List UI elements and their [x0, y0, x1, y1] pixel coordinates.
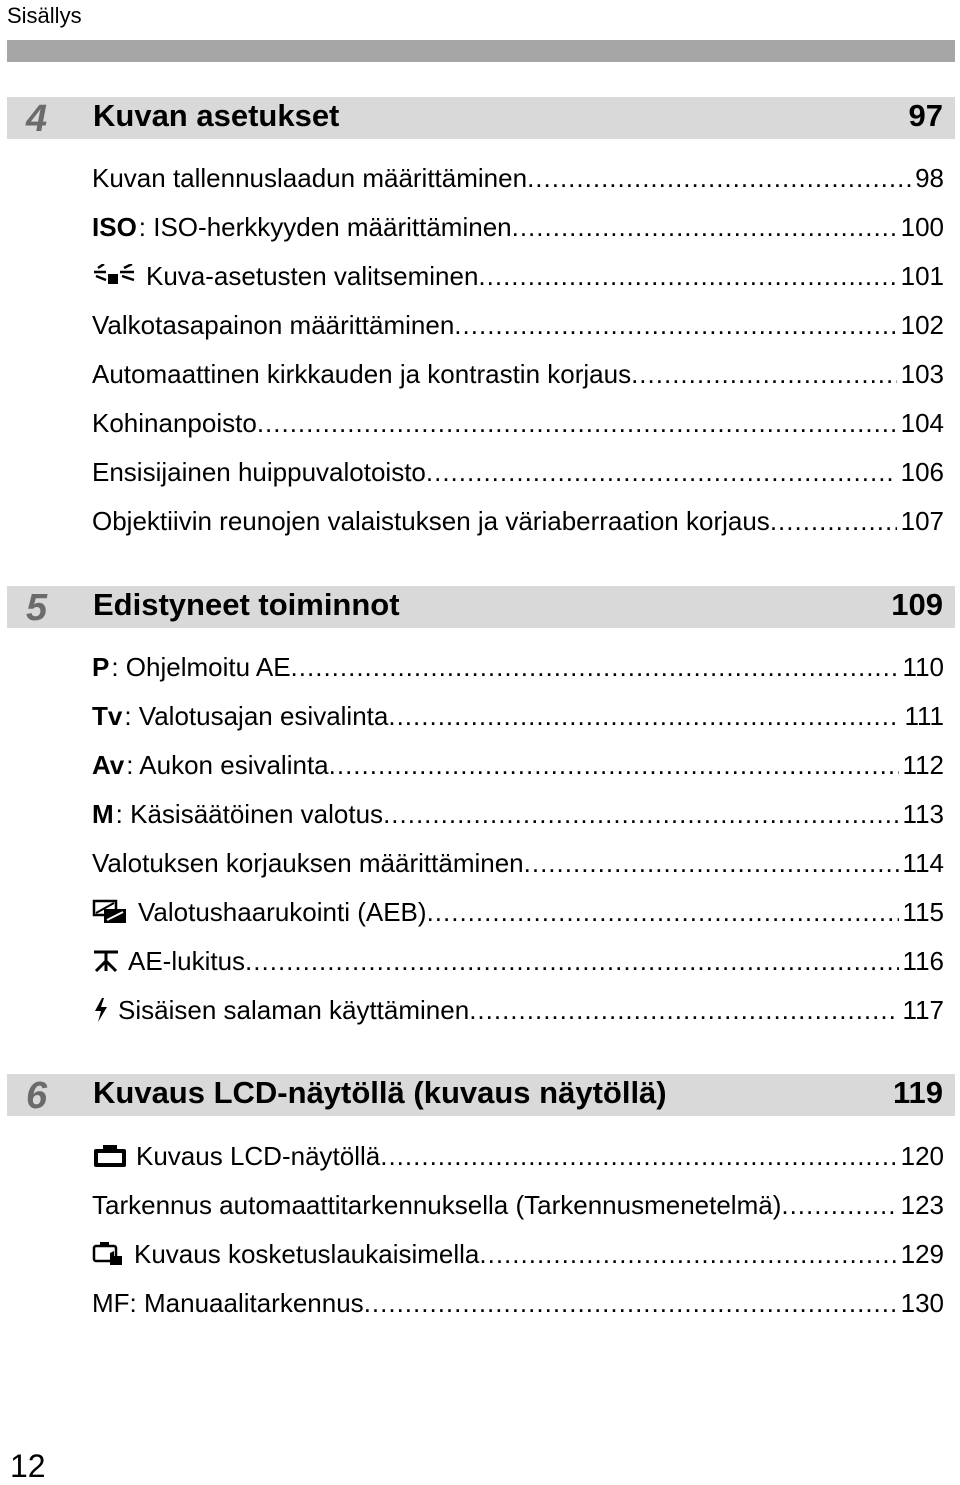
- entry-label: Valotushaarukointi (AEB): [138, 897, 427, 927]
- dot-leader: [426, 457, 897, 488]
- toc-entry[interactable]: [92, 261, 944, 297]
- chapter-page: 119: [892, 1075, 943, 1110]
- entry-label: Kuvan tallennuslaadun määrittäminen: [92, 163, 528, 193]
- entry-page: 103: [900, 359, 944, 389]
- entry-page: 129: [900, 1239, 944, 1269]
- chapter-header-4: [7, 97, 955, 139]
- entry-page: 111: [904, 701, 944, 731]
- dot-leader: [245, 946, 899, 977]
- toc-entry[interactable]: [92, 848, 944, 884]
- toc-entry[interactable]: [92, 359, 944, 395]
- iso-icon: ISO: [92, 212, 137, 242]
- toc-entry[interactable]: [92, 1190, 944, 1226]
- dot-leader: [329, 750, 899, 781]
- entry-label: Kuvaus kosketuslaukaisimella: [134, 1239, 480, 1269]
- entry-page: 113: [902, 799, 944, 829]
- toc-entry[interactable]: [92, 1141, 944, 1177]
- dot-leader: [257, 408, 897, 439]
- entry-page: 101: [900, 261, 944, 291]
- toc-entry[interactable]: [92, 310, 944, 346]
- page-number: 12: [10, 1448, 46, 1484]
- dot-leader: [478, 261, 896, 292]
- dot-leader: [479, 1239, 896, 1270]
- entry-label: Valotuksen korjauksen määrittäminen: [92, 848, 524, 878]
- entry-label: Valkotasapainon määrittäminen: [92, 310, 455, 340]
- entry-page: 112: [902, 750, 944, 780]
- chapter-title: Kuvaus LCD-näytöllä (kuvaus näytöllä): [93, 1075, 667, 1110]
- entry-page: 100: [900, 212, 944, 242]
- toc-entry[interactable]: [92, 212, 944, 248]
- entry-label: : ISO-herkkyyden määrittäminen: [138, 212, 512, 242]
- entry-label: : Ohjelmoitu AE: [111, 652, 291, 682]
- dot-leader: [454, 310, 896, 341]
- top-rule: [7, 40, 955, 62]
- entry-page: 117: [902, 995, 944, 1025]
- toc-entry[interactable]: [92, 946, 944, 982]
- entry-label: Objektiivin reunojen valaistuksen ja väriaberraation korjaus: [92, 506, 770, 536]
- entry-page: 115: [902, 897, 944, 927]
- entry-label: MF: Manuaalitarkennus: [92, 1288, 364, 1318]
- ae-lock-icon: [92, 949, 120, 977]
- entry-page: 120: [900, 1141, 944, 1171]
- entry-page: 106: [900, 457, 944, 487]
- entry-label: Sisäisen salaman käyttäminen: [118, 995, 470, 1025]
- shutter-priority-icon: Tv: [92, 701, 123, 731]
- dot-leader: [380, 1141, 896, 1172]
- entry-page: 114: [902, 848, 944, 878]
- toc-entry[interactable]: [92, 897, 944, 933]
- entry-label: : Aukon esivalinta: [126, 750, 329, 780]
- entry-label: : Valotusajan esivalinta: [124, 701, 389, 731]
- entry-label: Kuva-asetusten valitseminen: [146, 261, 479, 291]
- entry-label: AE-lukitus: [128, 946, 246, 976]
- live-view-icon: [92, 1143, 128, 1172]
- entry-label: Kohinanpoisto: [92, 408, 257, 438]
- aperture-priority-icon: Av: [92, 750, 125, 780]
- toc-entry[interactable]: [92, 701, 944, 737]
- chapter-header-5: [7, 586, 955, 628]
- toc-entry[interactable]: [92, 652, 944, 688]
- dot-leader: [512, 212, 897, 243]
- dot-leader: [388, 701, 900, 732]
- toc-entry[interactable]: [92, 1288, 944, 1324]
- entry-label: Tarkennus automaattitarkennuksella (Tarkennusmenetelmä): [92, 1190, 782, 1220]
- chapter-title: Edistyneet toiminnot: [93, 587, 400, 622]
- toc-entry[interactable]: [92, 457, 944, 493]
- dot-leader: [781, 1190, 896, 1221]
- entry-page: 102: [900, 310, 944, 340]
- entry-page: 116: [902, 946, 944, 976]
- chapter-number: 5: [26, 587, 48, 629]
- toc-entry[interactable]: [92, 163, 944, 199]
- toc-entry[interactable]: [92, 995, 944, 1031]
- manual-exposure-icon: M: [92, 799, 114, 829]
- entry-label: Automaattinen kirkkauden ja kontrastin korjaus: [92, 359, 632, 389]
- toc-entry[interactable]: [92, 1239, 944, 1275]
- dot-leader: [427, 897, 899, 928]
- aeb-icon: [92, 899, 130, 928]
- dot-leader: [770, 506, 897, 537]
- chapter-page: 97: [908, 98, 943, 133]
- chapter-page: 109: [891, 587, 943, 622]
- toc-entry[interactable]: [92, 750, 944, 786]
- toc-entry[interactable]: [92, 408, 944, 444]
- picture-style-icon: [92, 264, 138, 292]
- dot-leader: [291, 652, 899, 683]
- dot-leader: [469, 995, 898, 1026]
- toc-entry[interactable]: [92, 799, 944, 835]
- entry-label: Kuvaus LCD-näytöllä: [136, 1141, 381, 1171]
- entry-page: 123: [900, 1190, 944, 1220]
- dot-leader: [383, 799, 898, 830]
- entry-page: 98: [915, 163, 944, 193]
- chapter-number: 4: [26, 98, 48, 140]
- dot-leader: [527, 163, 911, 194]
- running-head: Sisällys: [7, 3, 82, 28]
- entry-page: 107: [900, 506, 944, 536]
- dot-leader: [524, 848, 899, 879]
- flash-icon: [92, 997, 110, 1026]
- entry-page: 104: [900, 408, 944, 438]
- touch-shutter-icon: [92, 1241, 126, 1270]
- dot-leader: [364, 1288, 897, 1319]
- chapter-header-6: [7, 1074, 955, 1116]
- entry-page: 130: [900, 1288, 944, 1318]
- entry-label: : Käsisäätöinen valotus: [115, 799, 384, 829]
- entry-page: 110: [902, 652, 944, 682]
- entry-label: Ensisijainen huippuvalotoisto: [92, 457, 426, 487]
- toc-entry[interactable]: [92, 506, 944, 542]
- dot-leader: [631, 359, 897, 390]
- program-ae-icon: P: [92, 652, 110, 682]
- chapter-number: 6: [26, 1075, 48, 1117]
- chapter-title: Kuvan asetukset: [93, 98, 340, 133]
